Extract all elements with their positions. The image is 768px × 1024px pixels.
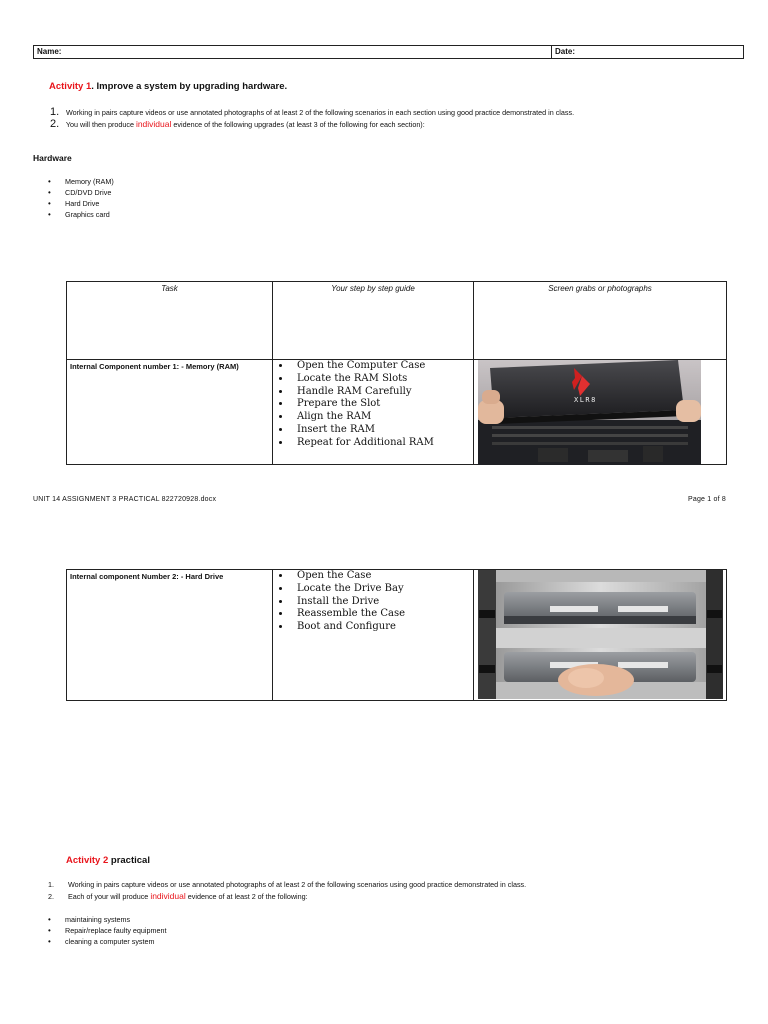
activity1-item1-number: 1. [50,106,60,118]
activity1-item2-pre: You will then produce [65,120,136,129]
list-item: • Graphics card [48,210,110,219]
header-cell-task [67,282,273,360]
activity1-item2-number: 2. [50,118,60,130]
activity1-item1-text: Working in pairs capture videos or use annotated photographs of at least 2 of the following scenarios in each section using good practice demonstrated in class. [66,108,575,117]
activity2-prefix: Activity 2 [66,855,109,866]
col-task: Task [161,284,178,293]
activity2-item2-number: 2. [48,892,54,901]
activity2-item2 [48,891,748,902]
activity1-heading [49,81,287,92]
step-item: • Align the RAM [291,411,473,424]
ram-photo [478,360,701,465]
row2-steps [273,570,473,634]
hardware-heading: Hardware [33,153,72,163]
step-item: • Locate the Drive Bay [291,583,473,596]
activity2-item2-post: evidence of at least 2 of the following: [185,892,308,901]
activity2-item2-emphasis: individual [150,891,186,901]
activity2-list [48,914,166,947]
list-item: • cleaning a computer system [48,937,155,946]
list-item: • CD/DVD Drive [48,188,112,197]
ram-photo-image [478,360,701,465]
hardware-item-graphics: Graphics card [65,210,110,219]
xlr8-logo: XLR8 [574,396,597,404]
step-item: • Locate the RAM Slots [291,373,473,386]
activity1-prefix: Activity 1 [49,81,92,92]
step-item: • Repeat for Additional RAM [291,437,473,450]
activity2-item1-number: 1. [48,880,54,889]
activity2-title: practical [108,855,150,866]
col-guide: Your step by step guide [331,284,415,293]
list-item: • Hard Drive [48,199,100,208]
name-label: Name: [37,47,62,56]
row2-label: Internal component Number 2: - Hard Drive [70,572,224,581]
activity2-item2-pre: Each of your will produce [68,892,151,901]
col-screens: Screen grabs or photographs [548,284,652,293]
activity1-item2 [50,119,750,130]
step-item: • Handle RAM Carefully [291,386,473,399]
table-header-row [67,282,727,360]
list-item: • maintaining systems [48,915,131,924]
hardware-item-ram: Memory (RAM) [65,177,114,186]
hard-drive-photo [478,570,723,699]
activity1-title: . Improve a system by upgrading hardware [91,81,285,92]
activity2-item-cleaning: cleaning a computer system [65,937,155,946]
date-label: Date: [555,47,576,56]
name-date-divider [551,46,552,58]
activity2-item-maintaining: maintaining systems [65,915,131,924]
activity2-item1-text: Working in pairs capture videos or use annotated photographs of at least 2 of the following scenarios using good practice demonstrated in class. [68,880,527,889]
list-item: • Repair/replace faulty equipment [48,926,167,935]
row1-steps [273,360,473,450]
footer-page-number: Page 1 of 8 [688,496,727,503]
hardware-item-hard-drive: Hard Drive [65,199,100,208]
activity2-item1 [48,879,748,890]
hardware-list [48,176,114,220]
header-cell-guide [273,282,474,360]
activity1-item2-post: evidence of the following upgrades (at least 3 of the following for each section): [171,120,425,129]
name-date-box [33,45,744,59]
step-item: • Open the Case [291,570,473,583]
row1-label: Internal Component number 1: - Memory (RAM) [70,362,239,371]
hardware-item-cd-dvd: CD/DVD Drive [65,188,112,197]
step-item: • Open the Computer Case [291,360,473,373]
row2-task-cell [67,570,273,701]
activity2-heading [66,855,150,866]
step-item: • Reassemble the Case [291,608,473,621]
activity1-suffix: . [284,81,288,92]
step-item: • Boot and Configure [291,621,473,634]
footer-filename: UNIT 14 ASSIGNMENT 3 PRACTICAL 822720928.docx [33,496,217,503]
row1-guide-cell [273,360,474,465]
activity2-item-repair: Repair/replace faulty equipment [65,926,167,935]
list-item: • Memory (RAM) [48,177,114,186]
step-item: • Prepare the Slot [291,398,473,411]
row2-guide-cell [273,570,474,701]
header-cell-screens [474,282,727,360]
step-item: • Insert the RAM [291,424,473,437]
hard-drive-photo-image [478,570,723,699]
activity1-item2-emphasis: individual [135,119,172,129]
row1-task-cell [67,360,273,465]
activity1-item1 [50,107,750,118]
step-item: • Install the Drive [291,596,473,609]
